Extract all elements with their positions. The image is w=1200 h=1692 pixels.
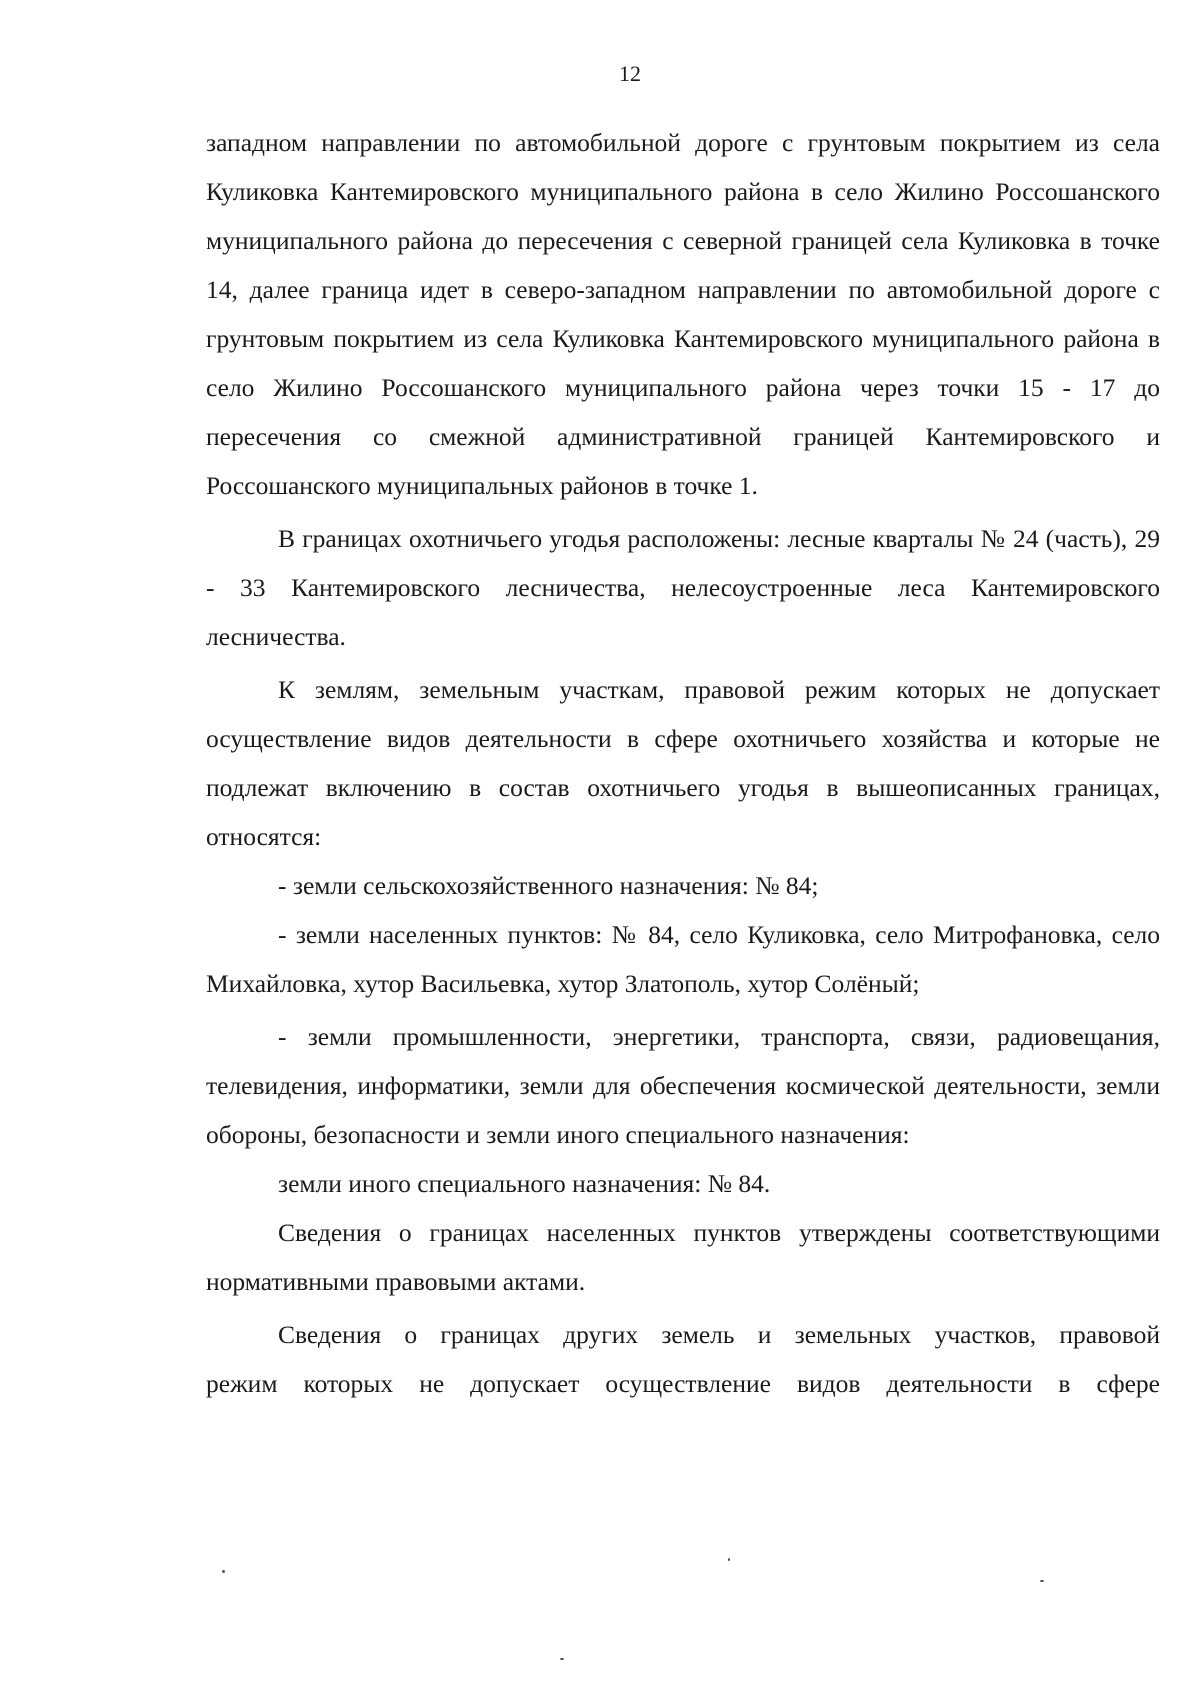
list-item-industrial-lands: - земли промышленности, энергетики, транспорта, связи, радиовещания, телевидения, информатики, земли для обеспечения космической деятельности, земли обороны, безопасности и земли иного специального назначения: [206,1022,1160,1149]
scan-speck [728,1558,730,1561]
list-item-settlement-lands: - земли населенных пунктов: № 84, село Куликовка, село Митрофановка, село Михайловка, хутор Васильевка, хутор Златополь, хутор Солёный; [206,920,1160,998]
scan-speck [560,1658,564,1660]
paragraph-settlement-boundaries: Сведения о границах населенных пунктов утверждены соответствующими нормативными правовыми актами. [206,1218,1160,1296]
paragraph-forest-quarters: В границах охотничьего угодья расположены: лесные кварталы № 24 (часть), 29 - 33 Кантемировского лесничества, нелесоустроенные леса Кантемировского лесничества. [206,524,1160,651]
document-body [206,118,1160,1408]
scan-speck [1040,1580,1044,1582]
page-number: 12 [619,61,641,86]
paragraph-boundary-description: западном направлении по автомобильной дороге с грунтовым покрытием из села Куликовка Кантемировского муниципального района в село Жилино Россошанского муниципального района до пересечения с северной границей села Куликовка в точке 14, далее граница идет в северо-западном направлении по автомобильной дороге с грунтовым покрытием из села Куликовка Кантемировского муниципального района в село Жилино Россошанского муниципального района через точки 15 - 17 до пересечения со смежной административной границей Кантемировского и Россошанского муниципальных районов в точке 1. [206,128,1160,500]
list-item-agricultural-lands: - земли сельскохозяйственного назначения: № 84; [278,871,819,900]
paragraph-other-lands-tail: режим которых не допускает осуществление видов деятельности в сфере [206,1369,1160,1398]
paragraph-excluded-lands-intro: К землям, земельным участкам, правовой режим которых не допускает осуществление видов деятельности в сфере охотничьего хозяйства и которые не подлежат включению в состав охотничьего угодья в вышеописанных границах, относятся: [206,675,1160,851]
scan-speck [222,1570,225,1573]
list-item-special-purpose-lands: земли иного специального назначения: № 84. [278,1169,771,1198]
paragraph-other-lands-line: Сведения о границах других земель и земельных участков, правовой [278,1320,1160,1349]
